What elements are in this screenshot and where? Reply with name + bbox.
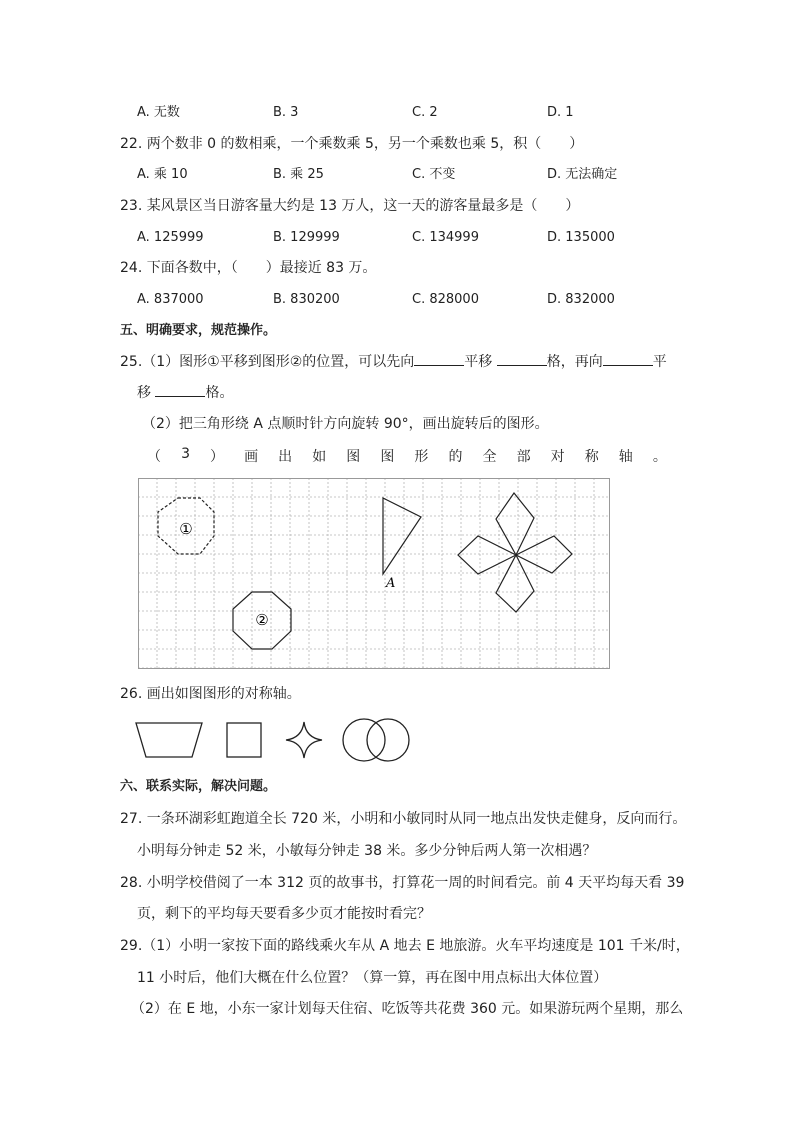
q24-option-c: C. 828000 <box>412 292 479 307</box>
q22-option-c: C. 不变 <box>412 167 456 182</box>
q26-stem: 26. 画出如图图形的对称轴。 <box>120 686 301 702</box>
q25-p3-char: 出 <box>278 449 293 465</box>
q22-stem: 22. 两个数非 0 的数相乘，一个乘数乘 5，另一个乘数也乘 5，积（ ） <box>120 136 584 152</box>
q25-text-a: 25.（1）图形①平移到图形②的位置，可以先向 <box>120 354 415 370</box>
q25-p3-char: ） <box>210 449 225 465</box>
q25-p3-char: 轴 <box>618 449 633 465</box>
q29-line1: 29.（1）小明一家按下面的路线乘火车从 A 地去 E 地旅游。火车平均速度是 101 千米/时， <box>120 938 690 954</box>
q25-p3-char: 形 <box>414 449 429 465</box>
overlap-circle-right <box>367 719 409 761</box>
q25-text-e: 移 <box>137 385 151 401</box>
q25-p3-char: 全 <box>482 449 497 465</box>
q27-line1: 27. 一条环湖彩虹跑道全长 720 米，小明和小敏同时从同一地点出发快走健身，反向而行。 <box>120 811 687 827</box>
q25-text-f: 格。 <box>205 385 234 401</box>
q27-line2: 小明每分钟走 52 米，小敏每分钟走 38 米。多少分钟后两人第一次相遇？ <box>137 843 597 859</box>
q25-part3 <box>147 446 667 466</box>
q25-p3-char: 。 <box>652 449 667 465</box>
q21-option-b: B. 3 <box>273 105 299 120</box>
q24-option-a: A. 837000 <box>137 292 204 307</box>
q25-part1-line1 <box>120 353 667 371</box>
triangle-shape <box>383 498 421 574</box>
q25-p3-char: 3 <box>181 446 190 462</box>
q23-option-b: B. 129999 <box>273 230 340 245</box>
q24-stem: 24. 下面各数中，（ ）最接近 83 万。 <box>120 260 377 276</box>
q23-option-c: C. 134999 <box>412 230 479 245</box>
q29-line3: （2）在 E 地，小东一家计划每天住宿、吃饭等共花费 360 元。如果游玩两个星期，那么 <box>131 1001 684 1017</box>
q21-option-c: C. 2 <box>412 105 438 120</box>
q25-p3-char: 如 <box>312 449 327 465</box>
octagon-label-2: ② <box>255 611 269 629</box>
q29-line2: 11 小时后，他们大概在什么位置？（算一算，再在图中用点标出大体位置） <box>137 970 608 986</box>
section-5-heading: 五、明确要求，规范操作。 <box>120 323 277 338</box>
q25-p3-char: 图 <box>380 449 395 465</box>
q25-p3-char: 部 <box>516 449 531 465</box>
q28-line2: 页，剩下的平均每天要看多少页才能按时看完？ <box>137 906 431 922</box>
q22-option-a: A. 乘 10 <box>137 167 188 182</box>
q25-part2: （2）把三角形绕 A 点顺时针方向旋转 90°，画出旋转后的图形。 <box>142 416 549 432</box>
q25-p3-char: 画 <box>244 449 259 465</box>
q25-part1-line2 <box>137 384 233 402</box>
section-6-heading: 六、联系实际，解决问题。 <box>120 779 277 794</box>
q25-p3-char: 对 <box>550 449 565 465</box>
q25-p3-char: 的 <box>448 449 463 465</box>
four-petal-shape <box>458 493 572 612</box>
q25-text-d: 平 <box>652 354 667 370</box>
q25-p3-char: 称 <box>584 449 599 465</box>
q21-option-d: D. 1 <box>547 105 574 120</box>
q23-stem: 23. 某风景区当日游客量大约是 13 万人，这一天的游客量最多是（ ） <box>120 198 580 214</box>
q25-text-c: 格，再向 <box>546 354 603 370</box>
four-pointed-star-shape <box>286 722 322 758</box>
square-shape <box>227 723 261 757</box>
q25-p3-char: （ <box>147 449 161 465</box>
q25-text-b: 平移 <box>464 354 493 370</box>
q23-option-d: D. 135000 <box>547 230 615 245</box>
q24-option-d: D. 832000 <box>547 292 615 307</box>
point-a-label: A <box>386 576 396 591</box>
q25-blank-4 <box>155 384 205 397</box>
q21-option-a: A. 无数 <box>137 105 180 120</box>
q24-option-b: B. 830200 <box>273 292 340 307</box>
q25-blank-3 <box>603 353 653 366</box>
q22-option-d: D. 无法确定 <box>547 167 618 182</box>
q26-shapes <box>134 716 414 764</box>
q23-option-a: A. 125999 <box>137 230 204 245</box>
q25-blank-2 <box>497 353 547 366</box>
q22-option-b: B. 乘 25 <box>273 167 324 182</box>
overlap-circle-left <box>343 719 385 761</box>
q25-blank-1 <box>414 353 464 366</box>
trapezoid-shape <box>136 723 202 757</box>
q25-p3-char: 图 <box>346 449 361 465</box>
octagon-label-1: ① <box>179 520 193 538</box>
q25-grid-figure <box>138 478 610 669</box>
q28-line1: 28. 小明学校借阅了一本 312 页的故事书，打算花一周的时间看完。前 4 天平均每天看 39 <box>120 875 685 891</box>
